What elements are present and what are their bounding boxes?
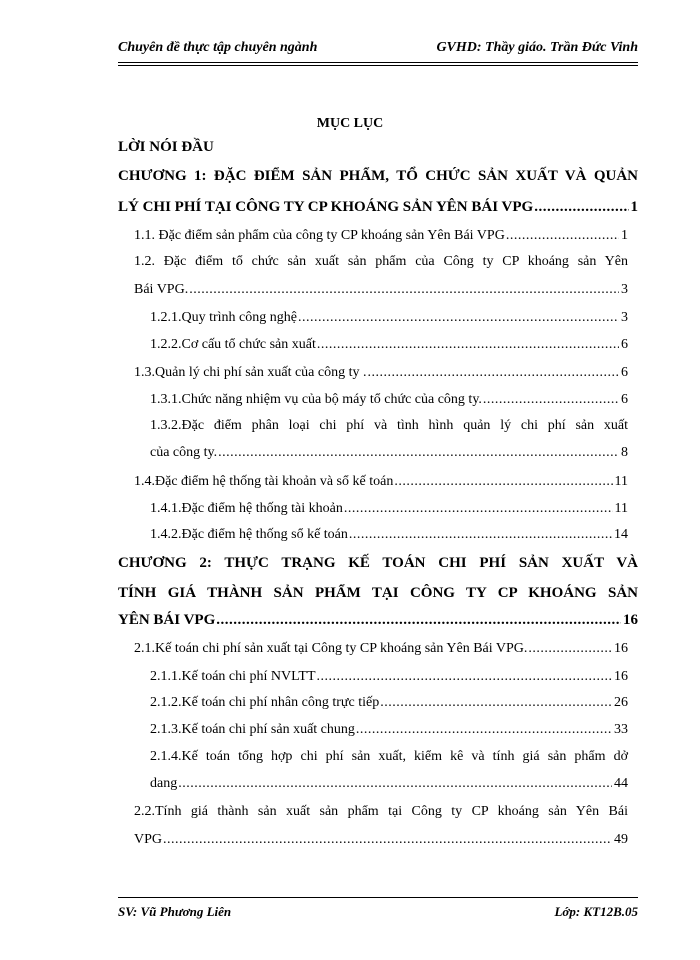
header-course: Chuyên đề thực tập chuyên ngành [118,40,318,55]
dot-leader [216,608,621,632]
dot-leader [218,441,619,465]
dot-leader [356,718,612,742]
page-footer [118,904,638,920]
toc-entry-2-1[interactable]: 2.1.Kế toán chi phí sản xuất tại Công ty CP khoáng sản Yên Bái VPG. ..... 16 [134,637,628,661]
dot-leader [178,772,612,796]
dot-leader [163,828,612,852]
dot-leader [298,306,619,330]
toc-entry-1-4-1[interactable]: 1.4.1.Đặc điểm hệ thống tài khoản ..... 11 [150,497,628,521]
page-number: 6 [621,337,628,352]
header-rule [118,62,638,63]
header-advisor: GVHD: Thầy giáo. Trần Đức Vinh [436,40,638,55]
toc-entry-1-3[interactable]: 1.3.Quản lý chi phí sản xuất của công ty . ..... 6 [134,361,628,385]
footer-student: SV: Vũ Phương Liên [118,904,232,919]
footer-class: Lớp: KT12B.05 [554,904,638,919]
toc-entry-1-4-2[interactable]: 1.4.2.Đặc điểm hệ thống sổ kế toán ..... 14 [150,523,628,547]
toc-entry-chapter-2-cont[interactable]: TÍNH GIÁ THÀNH SẢN PHẨM TẠI CÔNG TY CP KHOÁNG SẢN [118,585,638,601]
dot-leader [380,691,612,715]
page-number: 44 [614,776,628,791]
toc-entry-1-3-2[interactable]: 1.3.2.Đặc điểm phân loại chi phí và tình hình quản lý chi phí sản xuất [150,418,628,433]
page-header [118,40,638,56]
dot-leader [344,497,613,521]
dot-leader [528,637,612,661]
toc-entry-2-1-4-cont[interactable]: dang ..... 44 [150,772,628,796]
dot-leader [534,195,628,219]
toc-entry-2-2-cont[interactable]: VPG ..... 49 [134,828,628,852]
page-number: 33 [614,722,628,737]
dot-leader [483,388,619,412]
toc-entry-1-2-1[interactable]: 1.2.1.Quy trình công nghệ ..... 3 [150,306,628,330]
toc-entry-chapter-2[interactable]: CHƯƠNG 2: THỰC TRẠNG KẾ TOÁN CHI PHÍ SẢN XUẤT VÀ [118,555,638,571]
dot-leader [394,470,612,494]
dot-leader [317,333,619,357]
page-number: 16 [614,641,628,656]
page-number: 11 [614,501,628,516]
toc-entry-1-3-2-cont[interactable]: của công ty. ..... 8 [150,441,628,465]
page-number: 3 [621,282,628,297]
page-number: 16 [623,612,638,628]
page-number: 3 [621,310,628,325]
header-rule-2 [118,65,638,66]
page-number: 11 [614,474,628,489]
footer-rule [118,897,638,898]
dot-leader [349,523,612,547]
toc-entry-1-3-1[interactable]: 1.3.1.Chức năng nhiệm vụ của bộ máy tổ chức của công ty. ..... 6 [150,388,628,412]
page-number: 26 [614,695,628,710]
page-number: 1 [630,199,638,215]
toc-entry-2-1-4[interactable]: 2.1.4.Kế toán tổng hợp chi phí sản xuất, kiểm kê và tính giá sản phẩm dở [150,749,628,764]
page-number: 6 [621,365,628,380]
toc-entry-1-2-2[interactable]: 1.2.2.Cơ cấu tổ chức sản xuất ..... 6 [150,333,628,357]
toc-entry-1-4[interactable]: 1.4.Đặc điểm hệ thống tài khoản và sổ kế toán ..... 11 [134,470,628,494]
toc-entry-chapter-1-cont[interactable]: LÝ CHI PHÍ TẠI CÔNG TY CP KHOÁNG SẢN YÊN BÁI VPG ..... 1 [118,195,638,219]
page-number: 6 [621,392,628,407]
toc-entry-1-2[interactable]: 1.2. Đặc điểm tổ chức sản xuất sản phẩm của Công ty CP khoáng sản Yên [134,254,628,269]
page-number: 16 [614,669,628,684]
page-number: 49 [614,832,628,847]
toc-entry-chapter-1[interactable]: CHƯƠNG 1: ĐẶC ĐIỂM SẢN PHẨM, TỔ CHỨC SẢN XUẤT VÀ QUẢN [118,168,638,184]
page-number: 14 [614,527,628,542]
dot-leader [189,278,619,302]
page-number: 8 [621,445,628,460]
page-number: 1 [621,228,628,243]
toc-entry-1-2-cont[interactable]: Bái VPG. ..... 3 [134,278,628,302]
toc-entry-1-1[interactable]: 1.1. Đặc điểm sản phẩm của công ty CP khoáng sản Yên Bái VPG ..... 1 [134,224,628,248]
dot-leader [368,361,619,385]
dot-leader [317,665,612,689]
toc-entry-2-1-3[interactable]: 2.1.3.Kế toán chi phí sản xuất chung ..... 33 [150,718,628,742]
dot-leader [506,224,619,248]
toc-entry-2-1-2[interactable]: 2.1.2.Kế toán chi phí nhân công trực tiếp ..... 26 [150,691,628,715]
toc-entry-2-2[interactable]: 2.2.Tính giá thành sản xuất sản phẩm tại Công ty CP khoáng sản Yên Bái [134,804,628,819]
toc-entry-chapter-2-cont-2[interactable]: YÊN BÁI VPG ..... 16 [118,608,638,632]
toc-entry-2-1-1[interactable]: 2.1.1.Kế toán chi phí NVLTT ..... 16 [150,665,628,689]
toc-title: MỤC LỤC [316,116,384,131]
toc-entry-intro[interactable]: LỜI NÓI ĐẦU [118,139,214,155]
